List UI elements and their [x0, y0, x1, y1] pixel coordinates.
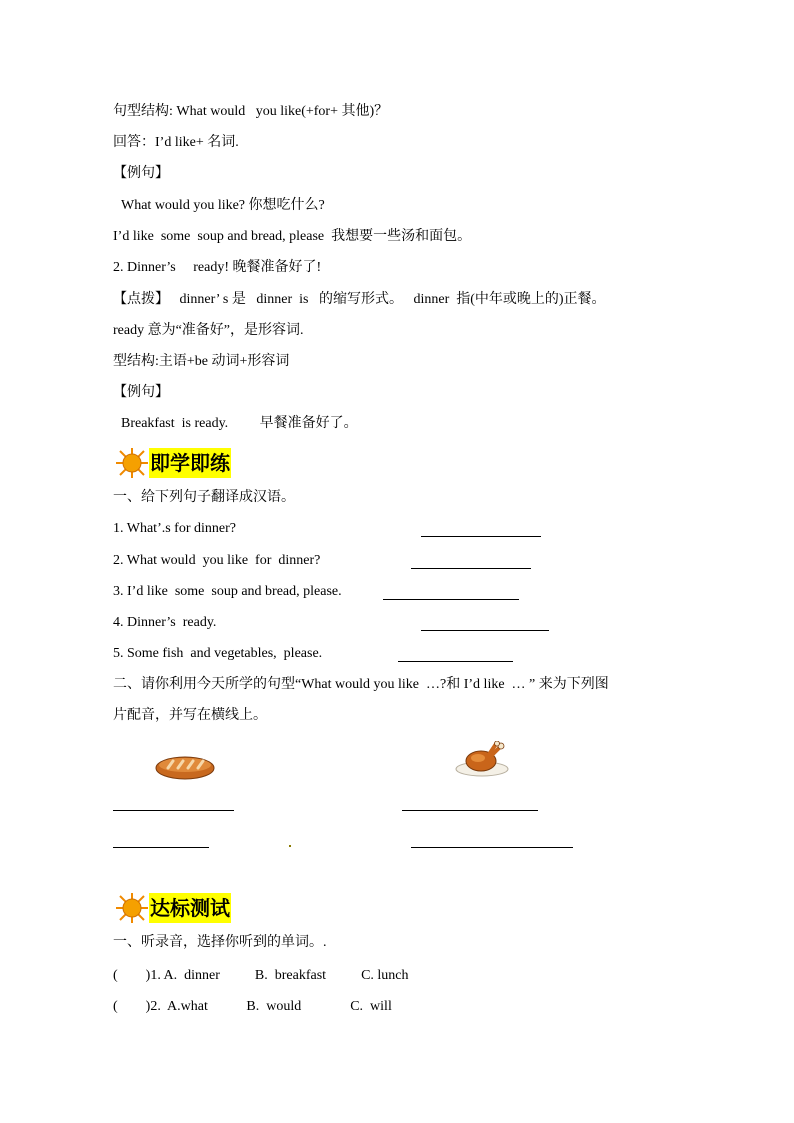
example-reply: I’d like some soup and bread, please 我想要一些汤和面包。 — [113, 229, 472, 244]
section-title: 达标测试 — [149, 893, 231, 923]
question-5: 5. Some fish and vegetables, please. — [113, 646, 323, 661]
example-sentence-2: Breakfast is ready. 早餐准备好了。 — [121, 416, 358, 431]
answer-blank-3[interactable] — [383, 599, 519, 600]
example-sentence: What would you like? 你想吃什么? — [121, 198, 325, 213]
answer-blank-2[interactable] — [411, 568, 531, 569]
test-question-2: ( )2. A.what B. would C. will — [113, 999, 392, 1014]
part2-heading-line1: 二、请你利用今天所学的句型“What would you like …?和 I’d like … ” 来为下列图 — [113, 677, 609, 692]
question-2: 2. What would you like for dinner? — [113, 553, 321, 568]
sun-icon — [113, 891, 151, 925]
test-question-1: ( )1. A. dinner B. breakfast C. lunch — [113, 968, 409, 983]
example-label-2: 【例句】 — [113, 385, 169, 400]
test-part1-heading: 一、听录音，选择你听到的单词。. — [113, 935, 327, 950]
example-label: 【例句】 — [113, 166, 169, 181]
picture-blank-4[interactable] — [411, 847, 573, 848]
tip-line: 【点拨】 dinner’ s 是 dinner is 的缩写形式。 dinner 指(中年或晚上的)正餐。 — [113, 292, 606, 307]
ready-note-line: ready 意为“准备好”，是形容词. — [113, 323, 304, 338]
answer-blank-1[interactable] — [421, 536, 541, 537]
roast-chicken-icon — [454, 741, 510, 777]
picture-blank-1[interactable] — [113, 810, 234, 811]
question-3: 3. I’d like some soup and bread, please. — [113, 584, 342, 599]
sun-icon — [113, 446, 151, 480]
structure-line: 型结构:主语+be 动词+形容词 — [113, 354, 290, 369]
picture-blank-2[interactable] — [402, 810, 538, 811]
item-2-line: 2. Dinner’s ready! 晚餐准备好了! — [113, 260, 322, 275]
stray-dot — [289, 845, 291, 847]
pattern-line: 句型结构: What would you like(+for+ 其他)？ — [113, 104, 389, 119]
question-1: 1. What’.s for dinner? — [113, 521, 236, 536]
section-header-test — [113, 891, 231, 925]
bread-icon — [154, 753, 216, 781]
section-title: 即学即练 — [149, 448, 231, 478]
answer-blank-5[interactable] — [398, 661, 513, 662]
part2-heading-line2: 片配音，并写在横线上。 — [113, 708, 267, 723]
picture-blank-3[interactable] — [113, 847, 209, 848]
answer-blank-4[interactable] — [421, 630, 549, 631]
section-header-practice — [113, 446, 231, 480]
answer-line: 回答：I’d like+ 名词. — [113, 135, 239, 150]
part1-heading: 一、给下列句子翻译成汉语。 — [113, 490, 295, 505]
question-4: 4. Dinner’s ready. — [113, 615, 217, 630]
